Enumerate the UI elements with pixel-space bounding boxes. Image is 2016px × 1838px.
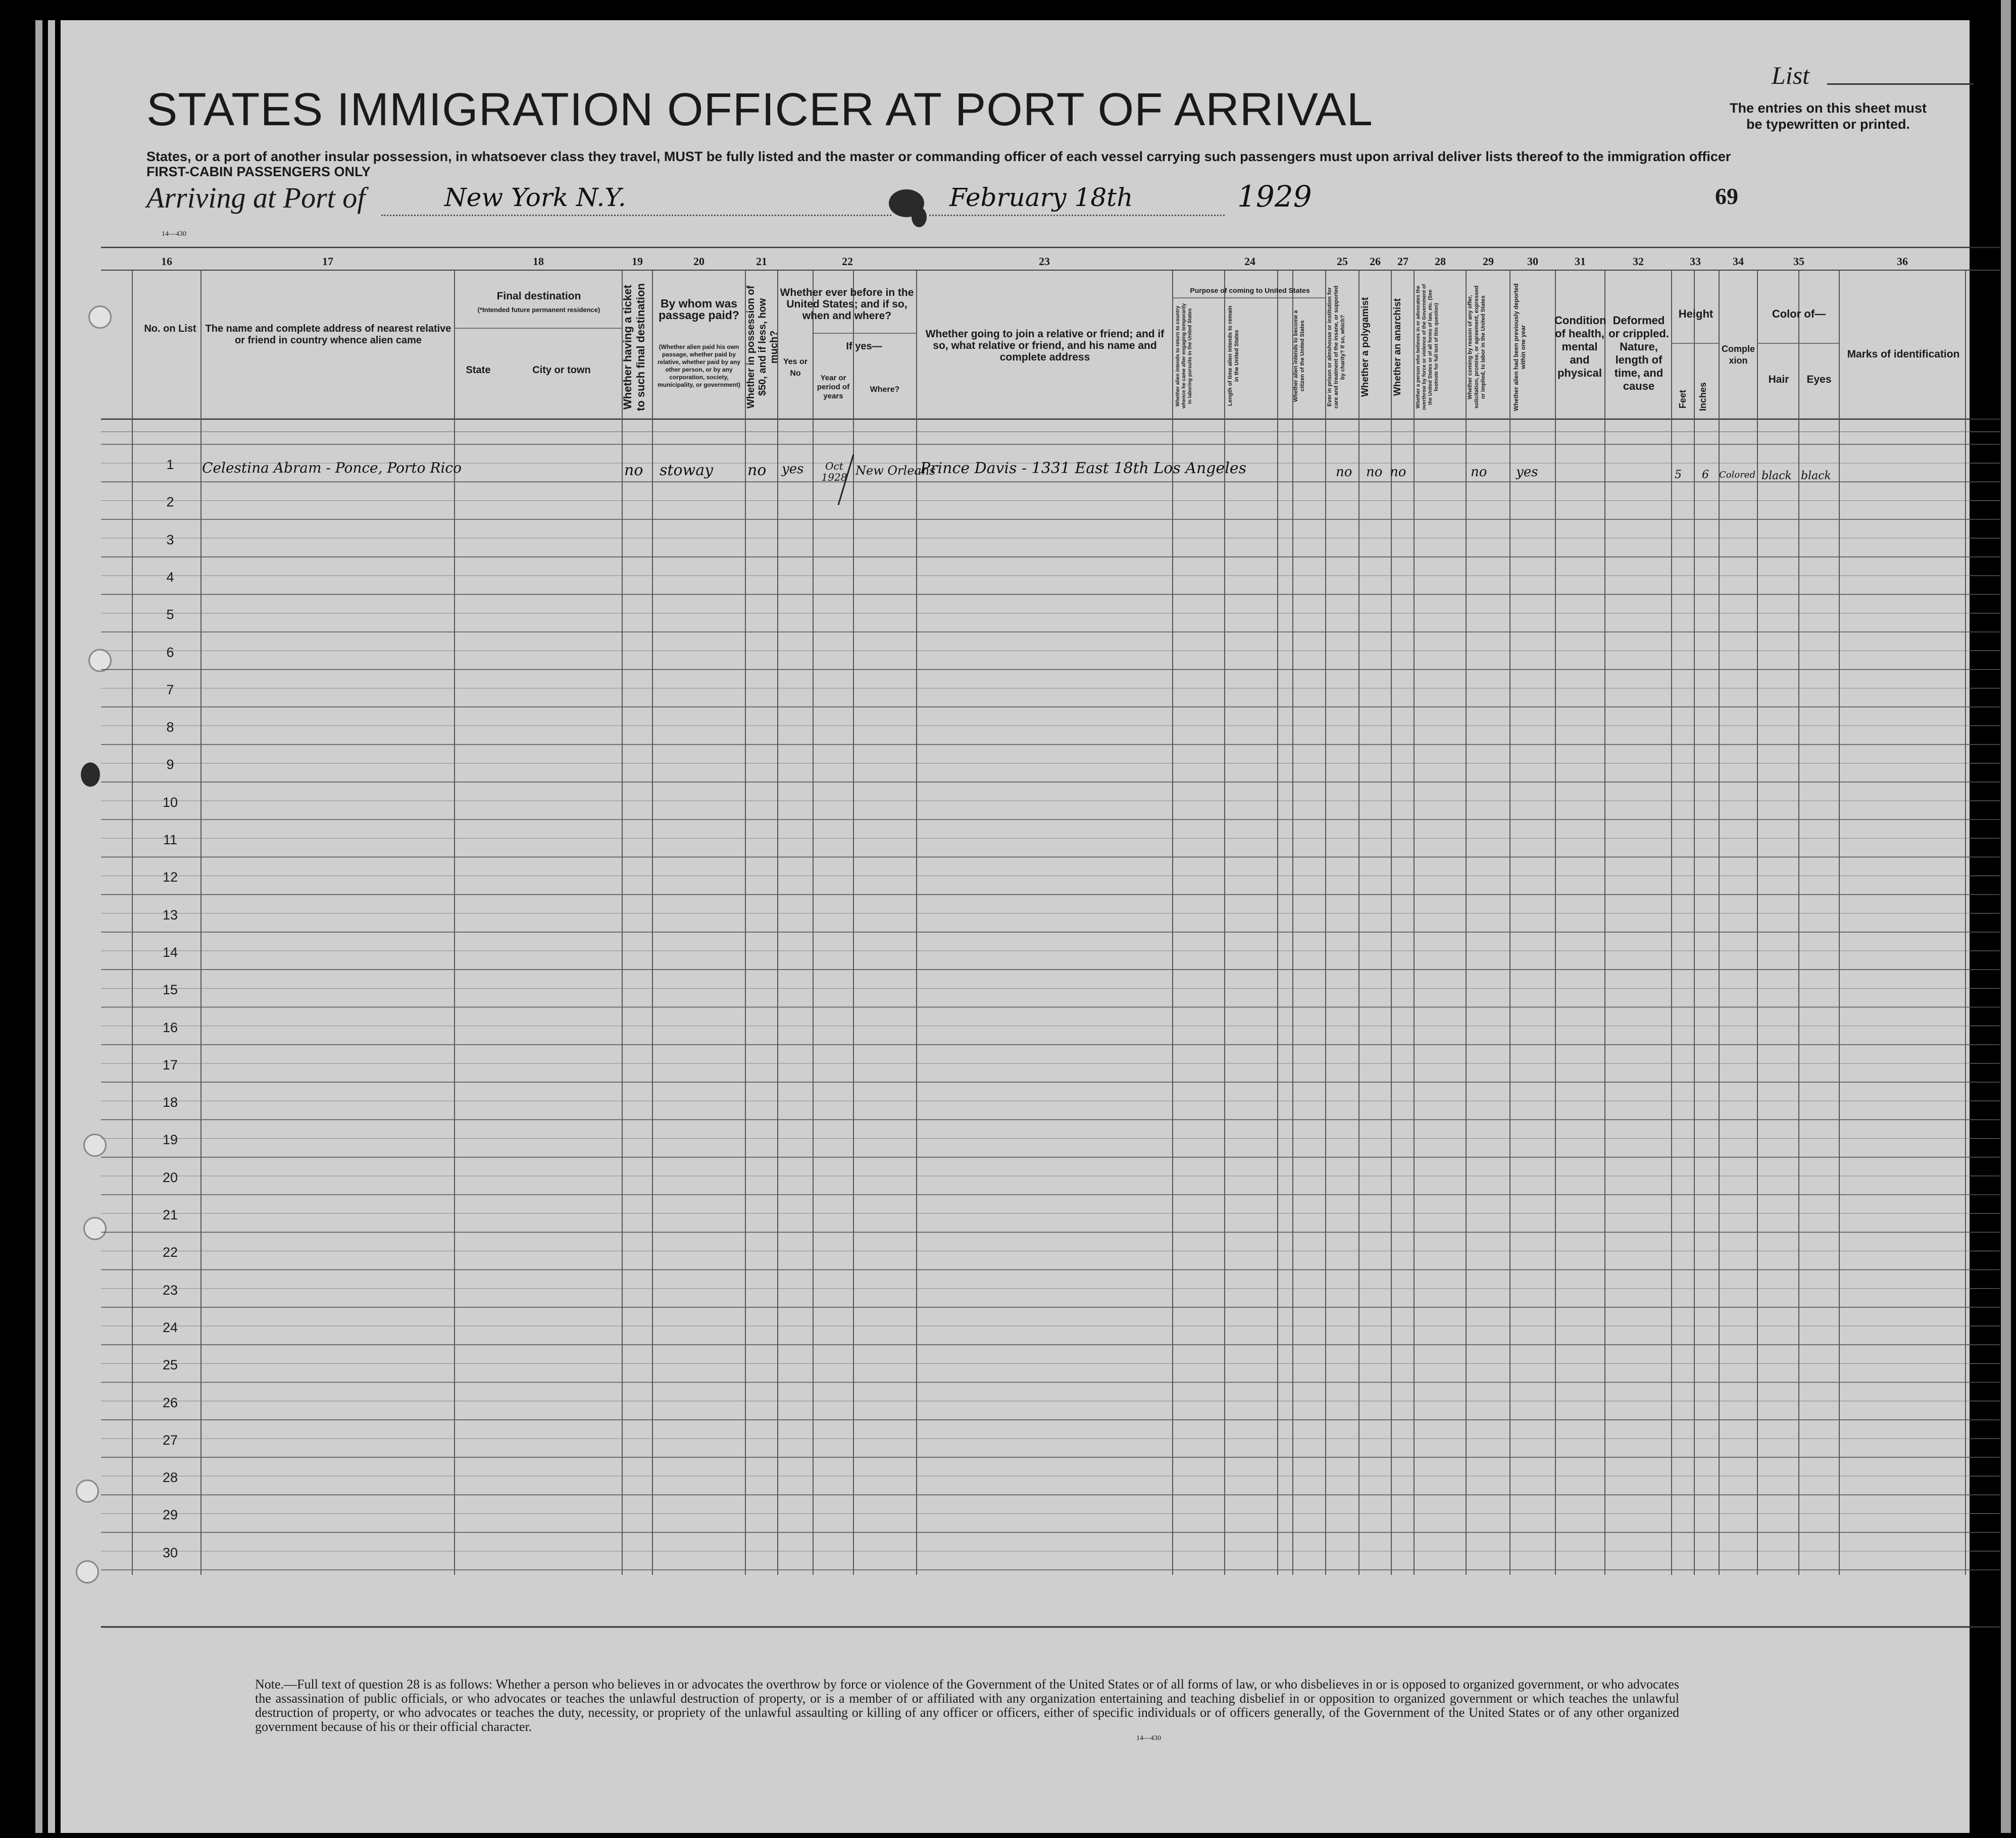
entry-prison: no <box>1336 465 1352 480</box>
entry-ticket: no <box>624 462 643 479</box>
entry-complexion: Colored <box>1719 470 1755 480</box>
column-number-23: 23 <box>1039 255 1050 268</box>
row-number: 8 <box>166 720 174 735</box>
row-number: 17 <box>162 1057 178 1073</box>
header-col-30: Whether alien had been previously deported within one year <box>1513 283 1527 411</box>
column-number-29: 29 <box>1483 255 1494 268</box>
column-number-34: 34 <box>1733 255 1744 268</box>
header-col-22-yesno: Yes or No <box>783 358 808 378</box>
date-value: February 18th <box>949 183 1133 212</box>
header-col-18-state: State <box>466 365 491 376</box>
page-number: 69 <box>1715 183 1738 209</box>
header-col-35-eyes: Eyes <box>1806 374 1832 385</box>
column-number-20: 20 <box>693 255 704 268</box>
entry-polygamist: no <box>1366 465 1383 480</box>
row-number: 13 <box>162 907 178 923</box>
entry-deported: yes <box>1516 465 1538 480</box>
footnote-form-code: 14—430 <box>1136 1734 1161 1742</box>
header-col-29: Whether coming by reason of any offer, solicitation, promise, or agreement, expressed or implied, to labor in the United States <box>1467 285 1486 409</box>
column-number-19: 19 <box>632 255 643 268</box>
entry-been-before: yes <box>782 462 804 477</box>
row-number: 18 <box>162 1095 178 1110</box>
header-col-18-note: (*Intended future permanent residence) <box>477 306 600 314</box>
row-number: 21 <box>162 1207 178 1222</box>
header-col-33-inches: Inches <box>1698 382 1708 411</box>
header-col-18-city: City or town <box>532 365 591 376</box>
row-number: 30 <box>162 1545 178 1560</box>
header-col-24: Purpose of coming to United States <box>1190 286 1310 294</box>
entry-paid-by: stoway <box>660 462 714 479</box>
header-col-17: The name and complete address of nearest relative or friend in country whence alien came <box>205 323 451 346</box>
column-number-25: 25 <box>1337 255 1348 268</box>
column-number-24: 24 <box>1244 255 1255 268</box>
header-col-16: No. on List <box>144 323 196 334</box>
header-col-22-ifyes: If yes— <box>846 341 882 352</box>
header-col-22-where: Where? <box>870 385 900 394</box>
header-col-28: Whether a person who believes in or advocates the overthrow by force or violence of the Government of the United States or of all forms of law, etc. (See footnote for full text of this question) <box>1416 284 1439 411</box>
entry-where: New Orleans <box>855 464 936 478</box>
row-number: 26 <box>162 1395 178 1410</box>
row-number: 19 <box>162 1132 178 1148</box>
header-col-20: By whom was passage paid? <box>659 297 739 322</box>
header-col-24-c: Whether alien intends to become a citizen of the United States <box>1293 310 1305 402</box>
entry-hair: black <box>1761 470 1792 482</box>
header-col-34: Complexion <box>1721 344 1755 366</box>
entry-year: Oct 1928 <box>821 460 847 483</box>
header-col-25: Ever in prison or almshouse or institution for care and treatment of the insane, or supported by charity? If so, which? <box>1327 285 1346 409</box>
header-col-36: Marks of identification <box>1847 348 1960 360</box>
row-number: 4 <box>166 569 174 585</box>
header-col-22: Whether ever before in the United States; and if so, when and where? <box>780 287 914 322</box>
entry-anarchist: no <box>1390 465 1406 480</box>
header-col-18: Final destination <box>496 290 581 302</box>
column-number-18: 18 <box>533 255 544 268</box>
entry-has-50: no <box>747 462 767 479</box>
header-col-19: Whether having a ticket to such final destination <box>621 283 647 412</box>
form-code: 14—430 <box>162 230 186 238</box>
entry-eyes: black <box>1801 470 1831 482</box>
column-number-16: 16 <box>161 255 172 268</box>
header-col-24-a: Whether alien intends to return to country whence he came after engaging temporarily in laboring pursuits in the United States <box>1175 303 1193 409</box>
row-number: 11 <box>163 832 178 847</box>
row-number: 1 <box>166 457 174 472</box>
typewritten-note: The entries on this sheet must be typewritten or printed. <box>1729 100 1927 132</box>
row-number: 24 <box>162 1319 178 1335</box>
header-col-23: Whether going to join a relative or friend; and if so, what relative or friend, and his name and complete address <box>925 328 1165 363</box>
row-number: 14 <box>162 944 178 960</box>
row-number: 16 <box>162 1019 178 1035</box>
row-number: 27 <box>162 1432 178 1448</box>
port-value: New York N.Y. <box>444 183 626 212</box>
column-number-30: 30 <box>1527 255 1538 268</box>
column-number-33: 33 <box>1690 255 1701 268</box>
header-col-33-feet: Feet <box>1678 389 1688 409</box>
entry-inches: 6 <box>1702 469 1709 481</box>
row-number: 22 <box>162 1245 178 1260</box>
row-number: 28 <box>162 1470 178 1486</box>
row-number: 2 <box>166 494 174 510</box>
entry-feet: 5 <box>1675 469 1682 481</box>
form-title: STATES IMMIGRATION OFFICER AT PORT OF ARRIVAL <box>146 84 1373 135</box>
header-col-20-note: (Whether alien paid his own passage, whether paid by relative, whether paid by any other person, or by any corporation, society, municipality, or government) <box>657 343 741 388</box>
first-cabin-line: FIRST-CABIN PASSENGERS ONLY <box>146 164 371 179</box>
row-number: 7 <box>166 682 174 697</box>
header-col-35-hair: Hair <box>1768 374 1789 385</box>
column-number-17: 17 <box>322 255 333 268</box>
column-number-28: 28 <box>1435 255 1446 268</box>
row-number: 23 <box>162 1282 178 1298</box>
row-number: 5 <box>166 607 174 623</box>
column-number-32: 32 <box>1633 255 1644 268</box>
year-value: 1929 <box>1237 179 1312 214</box>
row-number: 10 <box>162 794 178 810</box>
list-label: List <box>1772 61 1810 89</box>
header-col-26: Whether a polygamist <box>1360 297 1371 397</box>
column-number-36: 36 <box>1897 255 1908 268</box>
column-number-31: 31 <box>1575 255 1586 268</box>
entry-relative: Celestina Abram - Ponce, Porto Rico <box>202 460 462 476</box>
row-number: 12 <box>162 870 178 885</box>
header-col-32: Deformed or crippled. Nature, length of time, and cause <box>1608 314 1669 392</box>
column-number-21: 21 <box>756 255 767 268</box>
entry-offer: no <box>1471 465 1487 480</box>
row-number: 6 <box>166 644 174 660</box>
header-col-22-year: Year or period of years <box>817 374 850 400</box>
header-col-33: Height <box>1678 308 1713 320</box>
footnote-question-28: Note.—Full text of question 28 is as follows: Whether a person who believes in or advocates the overthrow by force or violence of the Government of the United States or of all forms of law, or who disbelieves in or is opposed to organized government, or who advocates the assassination of public officials, or who advocates or teaches the unlawful destruction of property, or is a member of or affiliated with any organization entertaining and teaching disbelief in or opposition to organized government or which teaches the unlawful destruction of property, or who advocates or teaches the duty, necessity, or propriety of the unlawful assaulting or killing of any officer or officers, either of specific individuals or of officers generally, of the Government of the United States or of any other organized government because of his or their official character. <box>255 1677 1679 1734</box>
row-number: 9 <box>166 757 174 773</box>
row-number: 20 <box>162 1169 178 1185</box>
entry-joining: Prince Davis - 1331 East 18th Los Angeles <box>920 460 1246 477</box>
instruction-line: States, or a port of another insular possession, in whatsoever class they travel, MUST be fully listed and the master or commanding officer of each vessel carrying such passengers must upon arrival deliver lists thereof to the immigration officer <box>146 149 1731 164</box>
row-number: 29 <box>162 1507 178 1523</box>
row-number: 3 <box>166 532 174 547</box>
header-col-31: Condition of health, mental and physical <box>1554 314 1606 379</box>
row-number: 25 <box>162 1357 178 1373</box>
arriving-label: Arriving at Port of <box>146 181 366 214</box>
header-col-21: Whether in possession of $50, and if less, how much? <box>745 285 780 409</box>
column-number-35: 35 <box>1793 255 1804 268</box>
row-number: 15 <box>162 982 178 998</box>
column-number-27: 27 <box>1397 255 1408 268</box>
column-number-22: 22 <box>842 255 853 268</box>
column-number-26: 26 <box>1370 255 1381 268</box>
header-col-35: Color of— <box>1772 308 1826 320</box>
header-col-24-b: Length of time alien intends to remain in the United States <box>1227 305 1240 406</box>
header-col-27: Whether an anarchist <box>1392 298 1403 396</box>
